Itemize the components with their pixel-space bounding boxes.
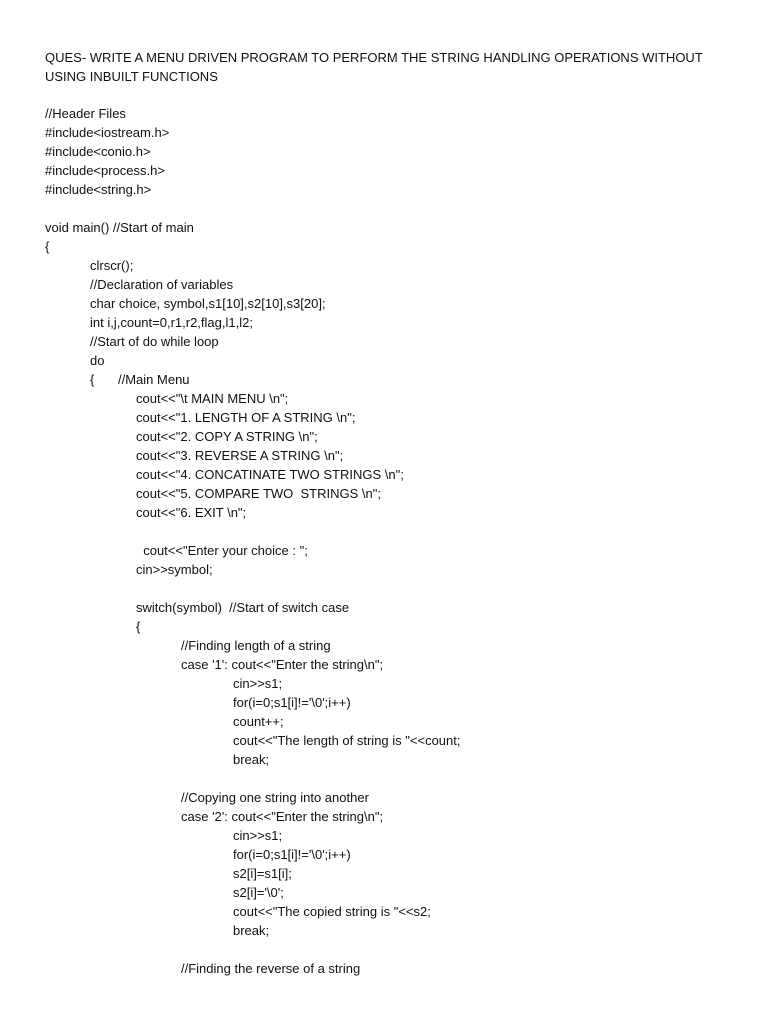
code-line [0,142,768,161]
code-line [0,446,768,465]
code-line [0,674,768,693]
code-line [0,408,768,427]
code-line-text: cout<<"5. COMPARE TWO STRINGS \n"; [136,486,381,501]
code-line [0,332,768,351]
code-line [0,484,768,503]
code-line-text: cout<<"3. REVERSE A STRING \n"; [136,448,344,463]
code-line-text: cout<<"1. LENGTH OF A STRING \n"; [136,410,356,425]
code-line [0,123,768,142]
code-line [0,199,768,218]
code-line-text: case '2': cout<<"Enter the string\n"; [181,809,384,824]
code-line [0,845,768,864]
code-line-text: cin>>symbol; [136,562,213,577]
code-line-text: switch(symbol) //Start of switch case [136,600,350,615]
code-line [0,940,768,959]
code-line-text: do [90,353,105,368]
code-line [0,541,768,560]
code-line-text: s2[i]=s1[i]; [233,866,292,881]
code-line [0,161,768,180]
code-line [0,522,768,541]
code-line-text: //Finding length of a string [181,638,331,653]
code-line-text: char choice, symbol,s1[10],s2[10],s3[20]; [90,296,326,311]
code-line-text: { [136,619,141,634]
code-line [0,237,768,256]
code-line-text: //Finding the reverse of a string [181,961,361,976]
code-line-text: cout<<"4. CONCATINATE TWO STRINGS \n"; [136,467,404,482]
code-line-text: cout<<"Enter your choice : "; [136,543,308,558]
code-line-text: cin>>s1; [233,676,283,691]
code-line [0,370,768,389]
code-line-text: #include<conio.h> [45,144,151,159]
code-line [0,503,768,522]
code-line [0,750,768,769]
code-line-comment: //Main Menu [118,372,190,387]
code-line-text: //Header Files [45,106,126,121]
question-line-1: QUES- WRITE A MENU DRIVEN PROGRAM TO PERFORM THE STRING HANDLING OPERATIONS WITHOUT [45,50,703,65]
code-line-text: #include<string.h> [45,182,152,197]
code-line [0,560,768,579]
code-line [0,218,768,237]
code-line [0,959,768,978]
code-line-text: clrscr(); [90,258,134,273]
code-line-text: for(i=0;s1[i]!='\0';i++) [233,695,351,710]
code-line [0,655,768,674]
code-line [0,617,768,636]
code-line-text: for(i=0;s1[i]!='\0';i++) [233,847,351,862]
code-line [0,294,768,313]
code-line [0,180,768,199]
code-line-text: int i,j,count=0,r1,r2,flag,l1,l2; [90,315,253,330]
code-listing [0,104,768,978]
code-line [0,598,768,617]
code-line-text: #include<process.h> [45,163,165,178]
code-line [0,256,768,275]
code-line [0,465,768,484]
code-line-text: //Declaration of variables [90,277,234,292]
code-line-text: s2[i]='\0'; [233,885,284,900]
code-line [0,693,768,712]
code-line [0,427,768,446]
code-line [0,712,768,731]
code-line [0,275,768,294]
code-line [0,389,768,408]
code-line-text: break; [233,752,270,767]
code-line [0,902,768,921]
code-line-text: //Copying one string into another [181,790,369,805]
code-line [0,883,768,902]
code-line [0,636,768,655]
code-line-text: cin>>s1; [233,828,283,843]
question-heading [45,48,735,86]
code-line-text: cout<<"The copied string is "<<s2; [233,904,431,919]
code-line [0,921,768,940]
code-line-text: { [45,239,50,254]
code-line [0,769,768,788]
code-line-text: void main() //Start of main [45,220,194,235]
code-line-text: { [90,372,95,387]
code-line [0,579,768,598]
code-line-text: cout<<"The length of string is "<<count; [233,733,461,748]
code-line [0,351,768,370]
code-line-text: case '1': cout<<"Enter the string\n"; [181,657,384,672]
code-line [0,826,768,845]
code-line-text: cout<<"6. EXIT \n"; [136,505,247,520]
code-line-text: #include<iostream.h> [45,125,170,140]
code-line [0,788,768,807]
code-line [0,731,768,750]
code-line [0,864,768,883]
code-line-text: cout<<"\t MAIN MENU \n"; [136,391,289,406]
code-line [0,807,768,826]
code-line [0,313,768,332]
question-line-2: USING INBUILT FUNCTIONS [45,69,218,84]
code-line-text: //Start of do while loop [90,334,219,349]
code-line [0,104,768,123]
code-line-text: count++; [233,714,284,729]
code-line-text: break; [233,923,270,938]
code-line-text: cout<<"2. COPY A STRING \n"; [136,429,318,444]
